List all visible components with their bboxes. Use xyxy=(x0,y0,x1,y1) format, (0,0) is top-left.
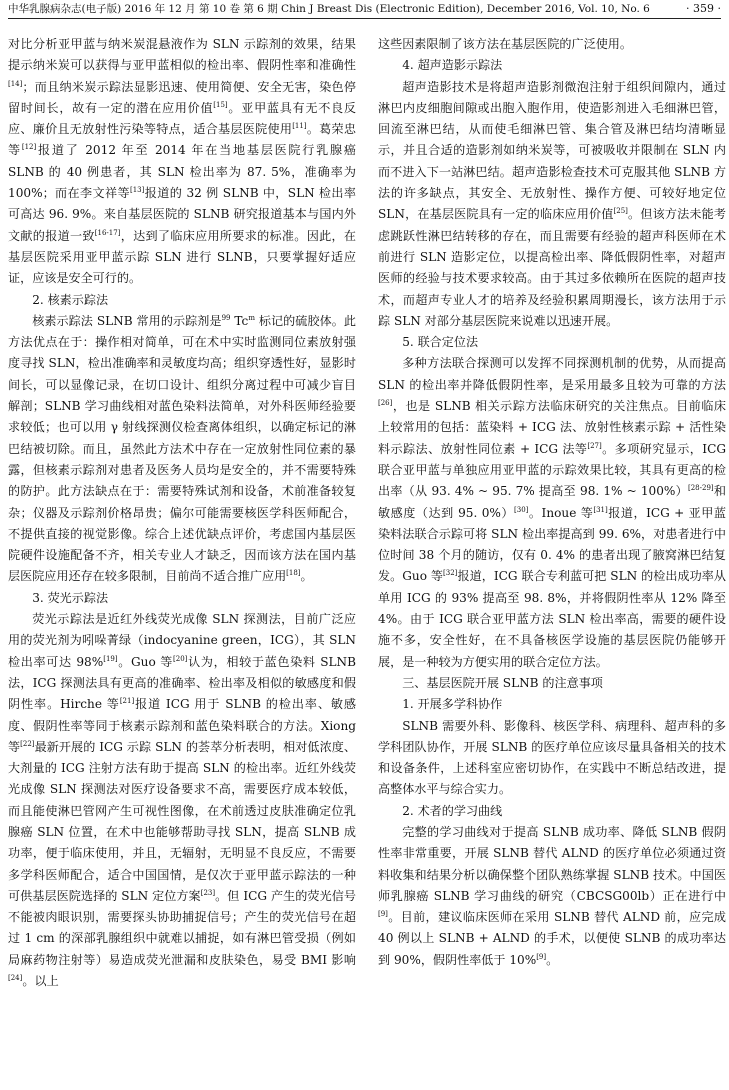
citation-superscript: [26] xyxy=(378,399,393,408)
section-heading: 3. 荧光示踪法 xyxy=(32,590,109,605)
citation-superscript: [23] xyxy=(200,888,216,897)
section-heading: 4. 超声造影示踪法 xyxy=(402,58,503,73)
citation-superscript: [19] xyxy=(103,654,118,663)
citation-superscript: [9] xyxy=(378,910,388,919)
journal-citation: 中华乳腺病杂志(电子版) 2016 年 12 月 第 10 卷 第 6 期 Chin J Breast Dis (Electronic Edition), December 2016, Vol. 10, No. 6 xyxy=(8,3,650,15)
citation-superscript: [32] xyxy=(443,569,458,578)
text-run: 。 xyxy=(300,569,313,584)
citation-superscript: [31] xyxy=(593,505,608,514)
section-heading: 三、基层医院开展 SLNB 的注意事项 xyxy=(402,675,603,690)
text-run: 最新开展的 ICG 示踪 SLN 的荟萃分析表明，相对低浓度、大剂量的 ICG 注射方法有助于提高 SLN 的检出率。近红外线荧光成像 SLN 探测法对医疗设备要求不高，需要医疗成本较低，而且能使淋巴管网产生可视性图像，在术前透过皮肤准确定位乳腺癌 SLN 位置，在术中也能够帮助寻找 SLN，提高 SLNB 成功率，便于临床使用，并且，无辐射，无明显不良反应，不需要多学科医师配合，适合中国国情，是仅次于亚甲蓝示踪法的一种可供基层医院选择的 SLN 定位方案 xyxy=(8,739,356,903)
text-run: 。但该方法未能考虑跳跃性淋巴结转移的存在，而且需要有经验的超声科医师在术前进行 SLN 造影定位，以提高检出率、降低假阴性率，对超声医师的经验与技术要求较高。由于其过多依赖所在医院的超声技术，而超声专业人才的培养及经验积累周期漫长，该方法用于示踪 SLN 对部分基层医院来说难以迅速开展。 xyxy=(378,207,726,328)
citation-superscript: [24] xyxy=(8,974,23,983)
section-heading: 1. 开展多学科协作 xyxy=(402,697,503,712)
body-paragraph xyxy=(378,34,726,55)
text-run: ；而且纳米炭示踪法显影迅速、使用简便、安全无害，染色停留时间长，故有一定的潜在应用价值 xyxy=(8,79,356,115)
citation-superscript: 99 xyxy=(221,313,231,322)
body-paragraph xyxy=(378,716,726,801)
text-run: 。Guo 等 xyxy=(117,654,174,669)
text-run: 核素示踪法 SLNB 常用的示踪剂是 xyxy=(32,313,222,328)
text-run: ，达到了临床应用所要求的标准。因此，在基层医院采用亚甲蓝示踪 SLN 进行 SLNB，只要掌握好适应证，应该是安全可行的。 xyxy=(8,228,356,286)
page-number: · 359 · xyxy=(686,2,721,15)
text-run: 。Inoue 等 xyxy=(528,505,594,520)
text-run: 。亚甲蓝具有无不良反应、廉价且无放射性污染等特点，适合基层医院使用 xyxy=(8,100,356,137)
citation-superscript: [16-17] xyxy=(94,228,121,237)
text-run: 多种方法联合探测可以发挥不同探测机制的优势，从而提高 SLN 的检出率并降低假阴性率，是采用最多且较为可靠的方法 xyxy=(378,356,726,392)
right-text-column xyxy=(378,34,726,1084)
body-paragraph xyxy=(378,353,726,672)
left-text-column xyxy=(8,34,356,1084)
section-heading: 2. 核素示踪法 xyxy=(32,292,109,307)
body-paragraph xyxy=(8,609,356,992)
citation-superscript: [27] xyxy=(587,441,602,450)
citation-superscript: [15] xyxy=(213,100,228,109)
text-run: 超声造影技术是将超声造影剂微泡注射于组织间隙内，通过淋巴内皮细胞间隙或出胞入胞作用，使造影剂进入毛细淋巴管，回流至淋巴结，从而使毛细淋巴管、集合管及淋巴结均清晰显示，并且合适的造影剂如纳米炭等，可被吸收并限制在 SLN 内而不进入下一站淋巴结。超声造影检查技术可克服其他 SLNB 方法的许多缺点，其安全、无放射性、操作方便、可较好地定位 SLN，在基层医院具有一定的临床应用价值 xyxy=(378,79,726,222)
citation-superscript: [25] xyxy=(613,207,628,216)
text-run: 。但 ICG 产生的荧光信号不能被肉眼识别，需要探头协助捕捉信号；产生的荧光信号在超过 1 cm 的深部乳腺组织中就难以捕捉，如有淋巴管受损（例如局麻药物注射等）易造成荧光泄漏和皮肤染色，易受 BMI 影响 xyxy=(8,888,356,967)
running-header xyxy=(8,0,721,19)
text-run: 和敏感度（达到 95. 0%） xyxy=(378,484,726,520)
citation-superscript: [18] xyxy=(286,569,301,578)
citation-superscript: [9] xyxy=(536,952,547,961)
section-heading: 5. 联合定位法 xyxy=(402,335,479,350)
body-paragraph xyxy=(378,77,726,333)
text-run: 对比分析亚甲蓝与纳米炭混悬液作为 SLN 示踪剂的效果，结果提示纳米炭可以获得与亚甲蓝相似的检出率、假阴性率和准确性 xyxy=(8,37,356,73)
citation-superscript: [11] xyxy=(292,122,307,131)
text-run: 。 xyxy=(546,952,559,967)
text-run: 。多项研究显示，ICG 联合亚甲蓝与单独应用亚甲蓝的示踪效果比较，其具有更高的检出率（从 93. 4% ~ 95. 7% 提高至 98. 1% ~ 100%） xyxy=(378,441,726,499)
text-run: Tc xyxy=(230,313,249,328)
citation-superscript: [28-29] xyxy=(687,484,714,493)
text-run: 报道，ICG 联合专利蓝可把 SLN 的检出成功率从单用 ICG 的 93% 提高至 98. 8%，并将假阴性率从 12% 降至 4%。由于 ICG 联合亚甲蓝方法 SLN 检出率高，需要的硬件设施不多，安全性好，在不具备核医学设施的基层医院仍能够开展，是一种较为方便实用的联合定位方法。 xyxy=(378,569,726,669)
body-paragraph xyxy=(378,822,726,971)
text-run: 认为，相较于蓝色染料 SLNB 法，ICG 探测法具有更高的准确率、检出率及相似的敏感度和假阴性率。Hirche 等 xyxy=(8,654,356,712)
text-run: 。葛荣忠等 xyxy=(8,122,356,158)
citation-superscript: [21] xyxy=(119,697,135,706)
text-run: 报道，ICG + 亚甲蓝染料法联合示踪可将 SLN 检出率提高到 99. 6%，对患者进行中位时间 38 个月的随访，仅有 0. 4% 的患者出现了腋窝淋巴结复发。Guo 等 xyxy=(378,505,726,584)
text-run: 荧光示踪法是近红外线荧光成像 SLN 探测法，目前广泛应用的荧光剂为吲哚菁绿（indocyanine green，ICG），其 SLN 检出率可达 98% xyxy=(8,612,356,669)
body-paragraph xyxy=(8,34,356,290)
text-run: 报道了 2012 年至 2014 年在当地基层医院行乳腺癌 SLNB 的 40 例患者，其 SLN 检出率为 87. 5%，准确率为 100%；而在李文祥等 xyxy=(8,143,356,201)
citation-superscript: [20] xyxy=(173,654,188,663)
text-run: 报道的 32 例 SLNB 中，SLN 检出率可高达 96. 9%。来自基层医院的 SLNB 研究报道基本与国内外文献的报道一致 xyxy=(8,186,356,243)
citation-superscript: [14] xyxy=(8,79,23,88)
citation-superscript: m xyxy=(248,313,255,322)
citation-superscript: [30] xyxy=(514,505,529,514)
citation-superscript: [22] xyxy=(20,739,35,748)
section-heading: 2. 术者的学习曲线 xyxy=(402,803,503,818)
text-run: ，也是 SLNB 相关示踪方法临床研究的关注焦点。目前临床上较常用的包括：蓝染料 + ICG 法、放射性核素示踪 + 活性染料示踪法、放射性同位素 + ICG 法等 xyxy=(378,399,726,456)
text-run: 报道 ICG 用于 SLNB 的检出率、敏感度、假阴性率等同于核素示踪剂和蓝色染料联合的方法。Xiong 等 xyxy=(8,697,356,754)
body-paragraph xyxy=(8,311,356,588)
citation-superscript: [12] xyxy=(21,143,37,152)
text-run: 这些因素限制了该方法在基层医院的广泛使用。 xyxy=(378,37,632,51)
text-run: SLNB 需要外科、影像科、核医学科、病理科、超声科的多学科团队协作，开展 SLNB 的医疗单位应该尽量具备相关的技术和设备条件，上述科室应密切协作，在实践中不断总结改进，提高整体水平与综合实力。 xyxy=(378,718,726,797)
citation-superscript: [13] xyxy=(129,186,145,195)
text-run: 。目前，建议临床医师在采用 SLNB 替代 ALND 前，应完成 40 例以上 SLNB + ALND 的手术，以便使 SLNB 的成功率达到 90%，假阴性率低于 10% xyxy=(378,910,726,967)
text-run: 。以上 xyxy=(22,974,59,989)
text-run: 完整的学习曲线对于提高 SLNB 成功率、降低 SLNB 假阴性率非常重要，开展 SLNB 替代 ALND 的医疗单位必须通过资料收集和结果分析以确保整个团队熟练掌握 SLNB 技术。中国医师乳腺癌 SLNB 学习曲线的研究（CBCSG00lb）正在进行中 xyxy=(378,824,726,903)
text-run: 标记的硫胶体。此方法优点在于：操作相对简单，可在术中实时监测同位素放射强度寻找 SLN，检出准确率和灵敏度均高；组织穿透性好，显影时间长，可以显像记录，在切口设计、组织分离过程中可减少盲目解剖；SLNB 学习曲线相对蓝色染料法简单，对外科医师经验要求较低；也可以用 γ 射线探测仪检查离体组织，以确定标记的淋巴结被切除。而且，虽然此方法术中存在一定放射性同位素的暴露，但核素示踪剂对患者及医务人员均是安全的，并不需要特殊的防护。此方法缺点在于：需要特殊试剂和设备，术前准备较复杂；仪器及示踪剂价格昂贵；偏尔可能需要核医学科医师配合，不提供直接的视觉影像。综合上述优缺点评价，考虑国内基层医院硬件设施配备不齐，相关专业人才缺乏，因而该方法在国内基层医院应用还存在较多限制，目前尚不适合推广应用 xyxy=(8,313,356,584)
